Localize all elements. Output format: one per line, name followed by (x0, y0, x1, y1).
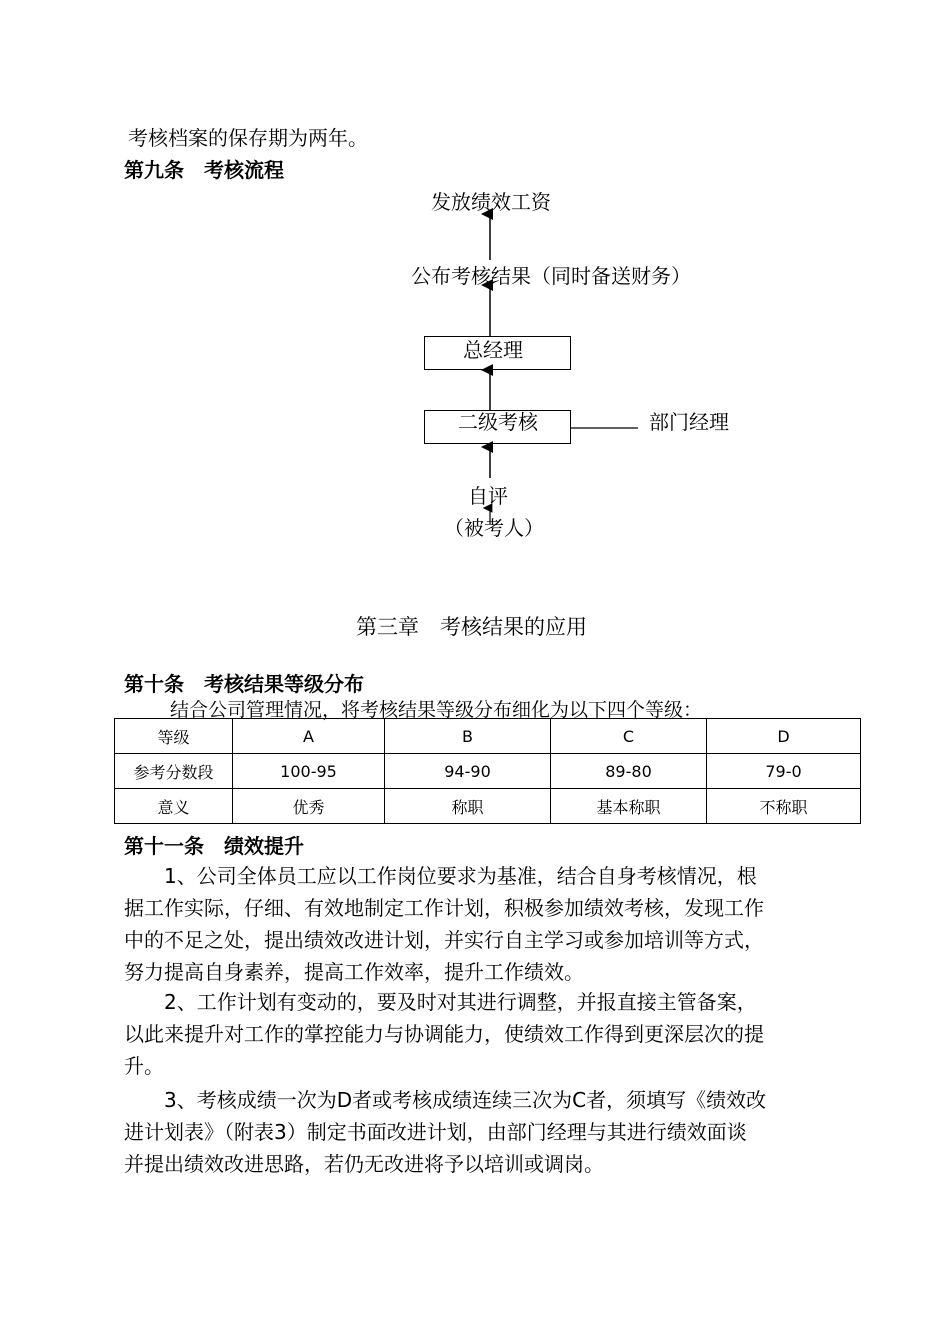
paragraph-line: 进计划表》（附表3）制定书面改进计划，由部门经理与其进行绩效面谈 (124, 1120, 747, 1144)
table-cell: 基本称职 (551, 789, 707, 824)
paragraph-line: 升。 (124, 1054, 164, 1078)
chapter-title: 第三章 考核结果的应用 (356, 615, 587, 639)
table-row-header: 意义 (115, 789, 233, 824)
table-cell: 79-0 (707, 754, 861, 789)
paragraph-line: 中的不足之处，提出绩效改进计划，并实行自主学习或参加培训等方式， (124, 928, 764, 952)
flow-step-gm: 总经理 (463, 338, 523, 362)
flow-step-self-note: （被考人） (444, 516, 544, 540)
flow-side-label: 部门经理 (649, 410, 729, 434)
table-cell: 称职 (385, 789, 551, 824)
article9-heading: 第九条 考核流程 (124, 158, 284, 182)
table-row-header: 等级 (115, 719, 233, 754)
grade-row (115, 719, 861, 754)
article11-heading: 第十一条 绩效提升 (124, 834, 304, 858)
paragraph-line: 努力提高自身素养，提高工作效率，提升工作绩效。 (124, 960, 584, 984)
table-cell: 不称职 (707, 789, 861, 824)
article11-paragraph-3 (124, 1084, 854, 1180)
paragraph-line: 以此来提升对工作的掌控能力与协调能力，使绩效工作得到更深层次的提 (124, 1022, 764, 1046)
flow-step-pay: 发放绩效工资 (431, 190, 551, 214)
article11-paragraph-1 (124, 860, 854, 988)
score-range-row (115, 754, 861, 789)
flow-step-publish: 公布考核结果（同时备送财务） (411, 264, 691, 288)
meaning-row (115, 789, 861, 824)
intro-line: 考核档案的保存期为两年。 (128, 126, 368, 150)
table-row-header: 参考分数段 (115, 754, 233, 789)
table-cell: 89-80 (551, 754, 707, 789)
paragraph-line: 2、工作计划有变动的，要及时对其进行调整，并报直接主管备案， (124, 990, 757, 1014)
table-cell: C (551, 719, 707, 754)
flow-step-self: 自评 (468, 484, 508, 508)
table-cell: A (233, 719, 385, 754)
paragraph-line: 据工作实际，仔细、有效地制定工作计划，积极参加绩效考核，发现工作 (124, 896, 764, 920)
paragraph-line: 并提出绩效改进思路，若仍无改进将予以培训或调岗。 (124, 1152, 604, 1176)
article10-heading: 第十条 考核结果等级分布 (124, 672, 364, 696)
article11-paragraph-2 (124, 986, 854, 1082)
table-cell: 优秀 (233, 789, 385, 824)
table-cell: D (707, 719, 861, 754)
table-cell: 94-90 (385, 754, 551, 789)
grade-table (114, 718, 861, 824)
paragraph-line: 1、公司全体员工应以工作岗位要求为基准，结合自身考核情况，根 (124, 864, 757, 888)
flow-step-second: 二级考核 (458, 410, 538, 434)
table-cell: B (385, 719, 551, 754)
article10-intro: 结合公司管理情况，将考核结果等级分布细化为以下四个等级： (170, 699, 703, 721)
table-cell: 100-95 (233, 754, 385, 789)
paragraph-line: 3、考核成绩一次为D者或考核成绩连续三次为C者，须填写《绩效改 (124, 1088, 767, 1112)
